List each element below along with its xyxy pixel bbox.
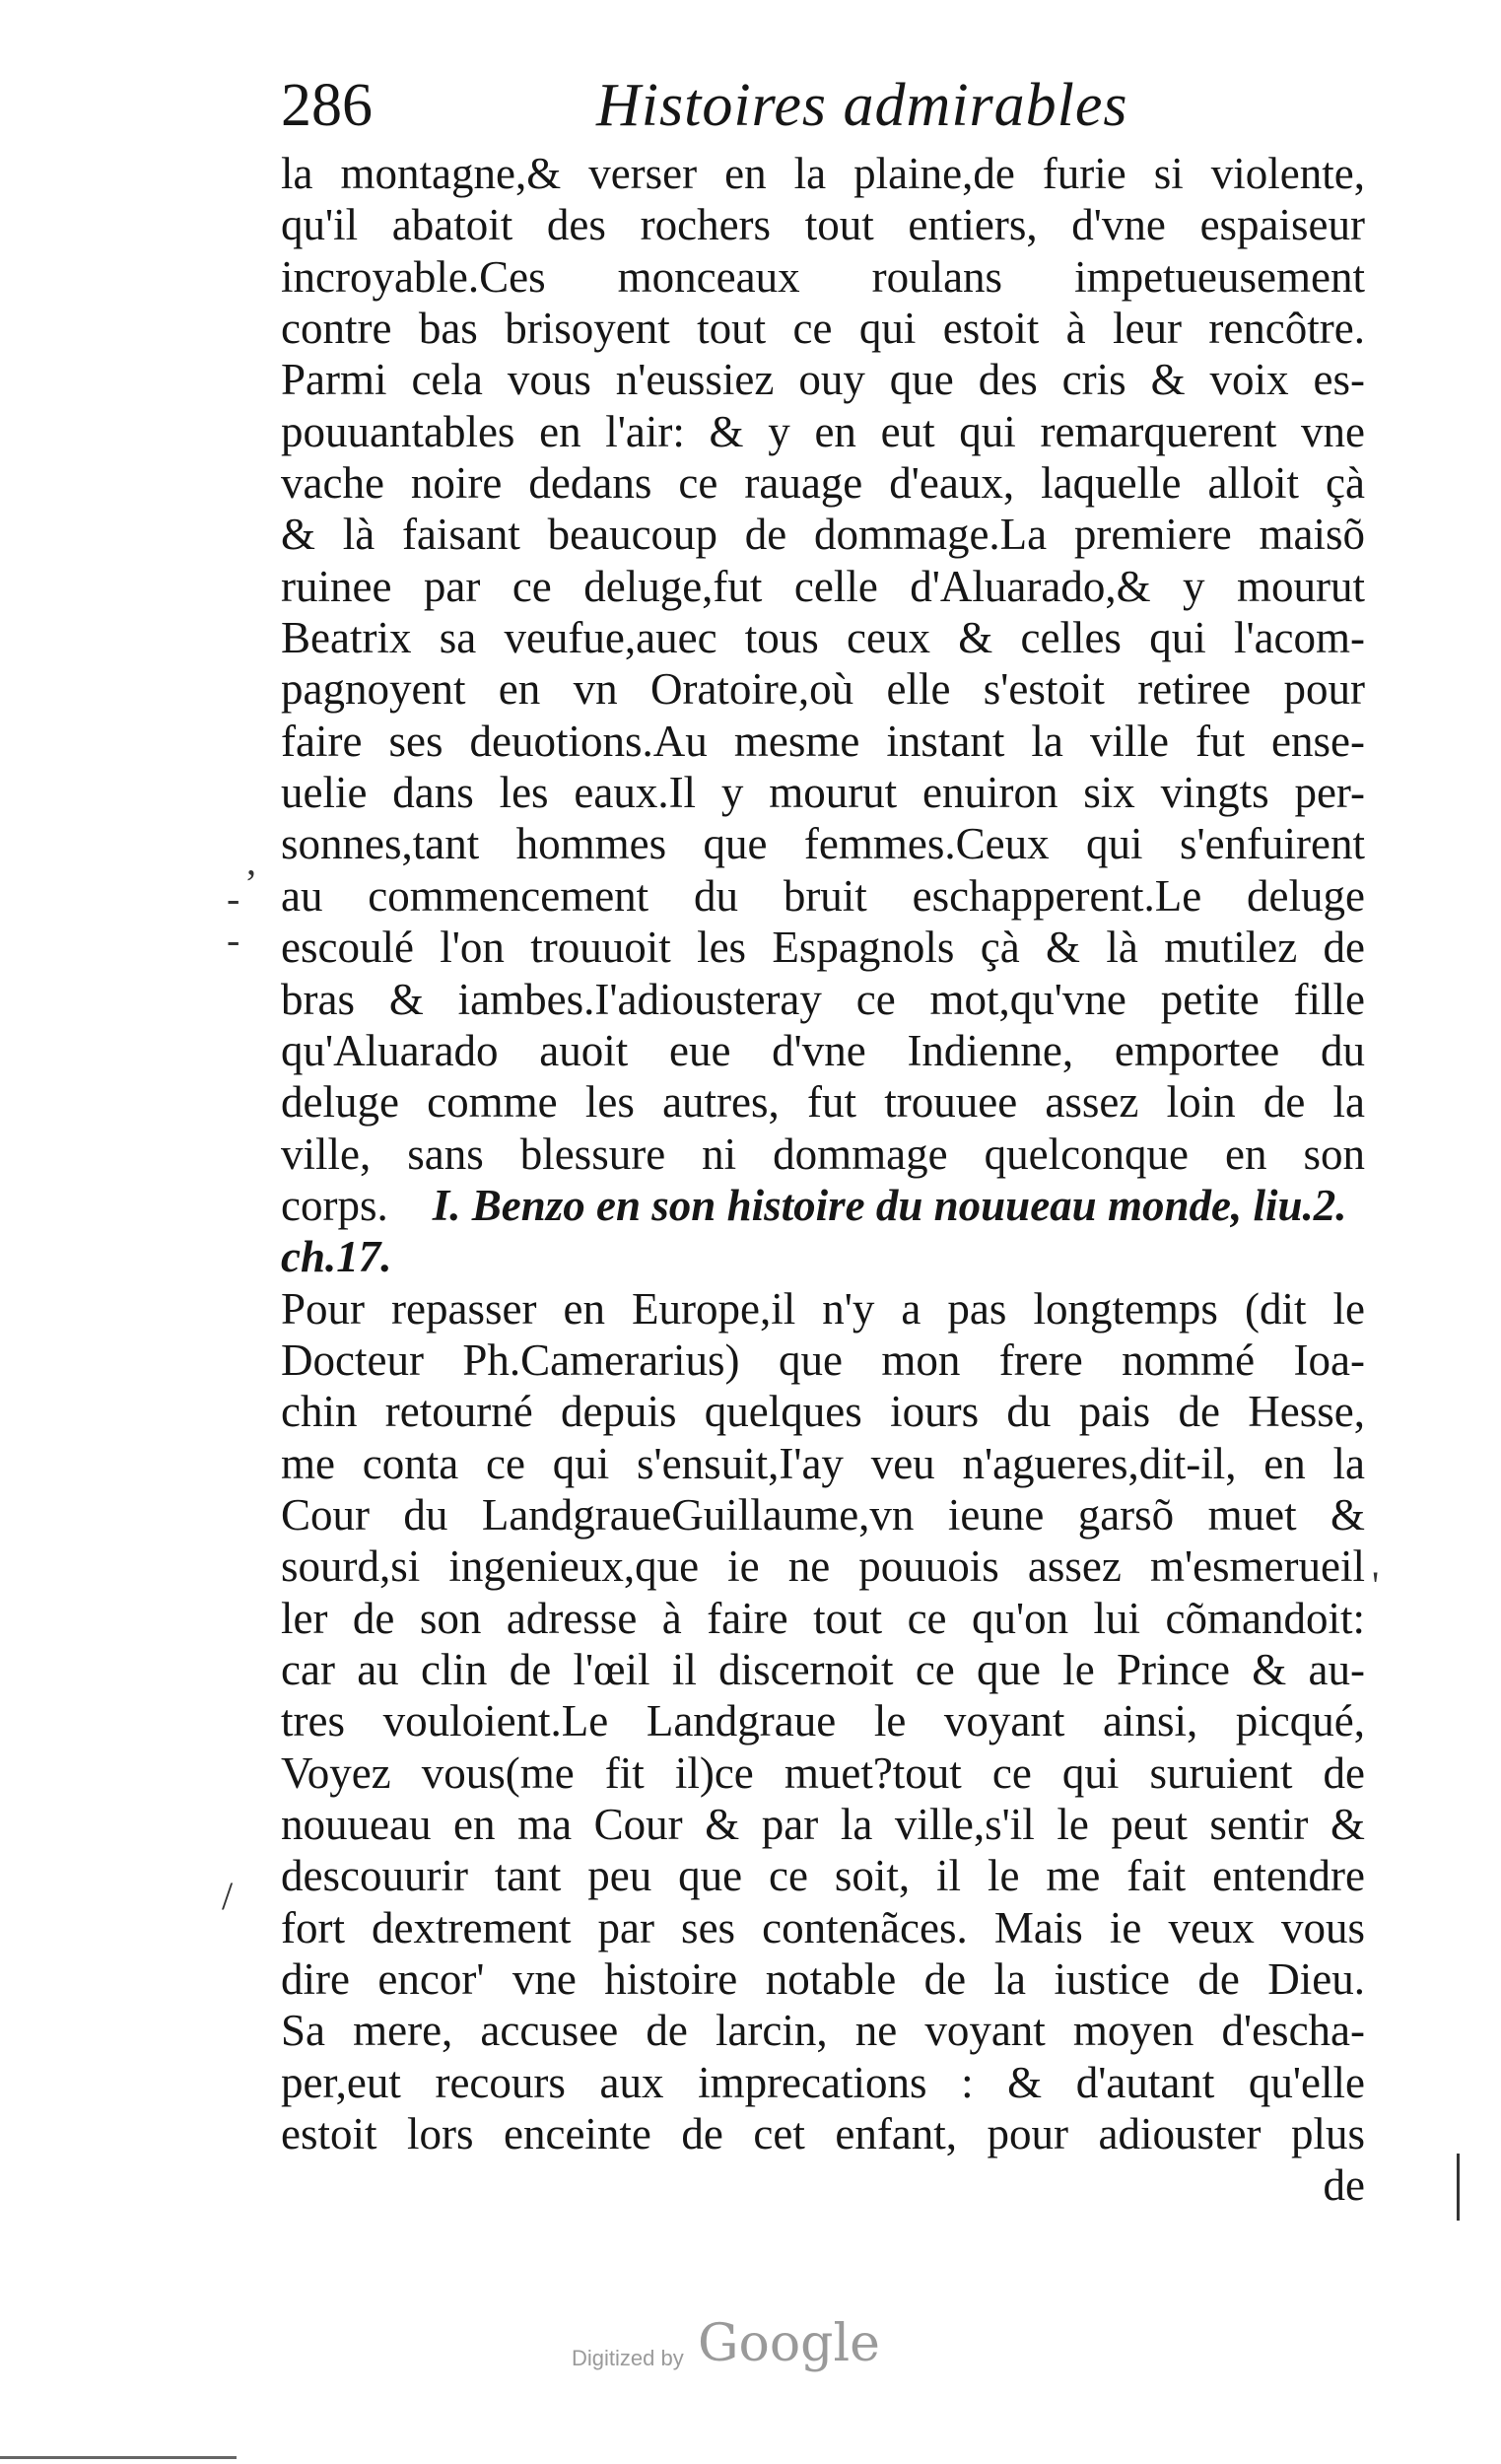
margin-mark: - (227, 876, 240, 921)
text-line: la montagne,& verser en la plaine,de furie si violente, (281, 149, 1365, 198)
text-line: estoit lors enceinte de cet enfant, pour adiouster plus (281, 2109, 1365, 2159)
text-line: deluge comme les autres, fut trouuee assez loin de la (281, 1077, 1365, 1128)
text-line: pagnoyent en vn Oratoire,où elle s'estoit retiree pour (281, 664, 1365, 715)
text-line: pouuantables en l'air: & y en eut qui remarquerent vne (281, 406, 1365, 456)
text-line: Sa mere, accusee de larcin, ne voyant moyen d'escha- (281, 2006, 1365, 2056)
text-line: chin retourné depuis quelques iours du pais de Hesse, (281, 1387, 1365, 1437)
text-line: sonnes,tant hommes que femmes.Ceux qui s'enfuirent (281, 819, 1365, 869)
text-line: Beatrix sa veufue,auec tous ceux & celles qui l'acom- (281, 613, 1365, 663)
digitized-label: Digitized by (572, 2346, 684, 2370)
text-line: bras & iambes.I'adiousteray ce mot,qu'vne petite fille (281, 974, 1365, 1024)
text-line: contre bas brisoyent tout ce qui estoit à leur rencôtre. (281, 304, 1365, 354)
text-line: & là faisant beaucoup de dommage.La premiere maisõ (281, 510, 1365, 560)
text-line: Cour du LandgraueGuillaume,vn ieune garsõ muet & (281, 1489, 1365, 1540)
text-line: ruinee par ce deluge,fut celle d'Aluarado,& y mourut (281, 561, 1365, 611)
page-number: 286 (281, 72, 373, 139)
text-line: uelie dans les eaux.Il y mourut enuiron six vingts per- (281, 768, 1365, 818)
text-line: tres vouloient.Le Landgraue le voyant ainsi, picqué, (281, 1696, 1365, 1746)
text-line: escoulé l'on trouuoit les Espagnols çà & là mutilez de (281, 923, 1365, 973)
text-fragment: corps. (281, 1180, 388, 1230)
text-line: ville, sans blessure ni dommage quelconque en son (281, 1129, 1365, 1179)
digitized-footer (572, 2314, 966, 2383)
text-line: au commencement du bruit eschapperent.Le deluge (281, 870, 1365, 921)
catchword: de (1323, 2160, 1365, 2211)
text-body (281, 148, 1365, 2212)
text-line: fort dextrement par ses contenãces. Mais ie veux vous (281, 1902, 1365, 1952)
text-line: Docteur Ph.Camerarius) que mon frere nommé Ioa- (281, 1335, 1365, 1385)
text-line: per,eut recours aux imprecations : & d'autant qu'elle (281, 2057, 1365, 2107)
running-title: Histoires admirables (596, 72, 1128, 139)
margin-mark: ' (1372, 1563, 1380, 1608)
margin-mark: - (227, 918, 240, 962)
margin-mark: / (222, 1874, 234, 1918)
citation: I. Benzo en son histoire du nouueau monde, liu.2. (432, 1180, 1347, 1230)
page-edge-line (0, 2456, 237, 2459)
text-line-with-citation (281, 1180, 1365, 1231)
margin-mark: , (246, 839, 256, 883)
text-line: dire encor' vne histoire notable de la iustice de Dieu. (281, 1954, 1365, 2005)
paragraph-first-line: Pour repasser en Europe,il n'y a pas longtemps (dit le (281, 1283, 1365, 1334)
text-line: Parmi cela vous n'eussiez ouy que des cris & voix es- (281, 355, 1365, 405)
text-line: incroyable.Ces monceaux roulans impetueusement (281, 251, 1365, 302)
text-line: descouurir tant peu que ce soit, il le me fait entendre (281, 1851, 1365, 1901)
citation-chapter: ch.17. (281, 1232, 392, 1282)
text-line: sourd,si ingenieux,que ie ne pouuois assez m'esmerueil (281, 1541, 1365, 1592)
text-line: qu'Aluarado auoit eue d'vne Indienne, emportee du (281, 1025, 1365, 1075)
margin-rule (1457, 2154, 1460, 2221)
text-line: vache noire dedans ce rauage d'eaux, laquelle alloit çà (281, 458, 1365, 509)
text-line: car au clin de l'œil il discernoit ce que le Prince & au- (281, 1644, 1365, 1694)
text-line: qu'il abatoit des rochers tout entiers, d'vne espaiseur (281, 200, 1365, 250)
text-line: ler de son adresse à faire tout ce qu'on lui cõmandoit: (281, 1593, 1365, 1643)
text-line: faire ses deuotions.Au mesme instant la ville fut ense- (281, 716, 1365, 766)
text-line: nouueau en ma Cour & par la ville,s'il le peut sentir & (281, 1800, 1365, 1849)
text-line: me conta ce qui s'ensuit,I'ay veu n'agueres,dit-il, en la (281, 1438, 1365, 1488)
google-logo: Google (698, 2314, 880, 2373)
text-line: Voyez vous(me fit il)ce muet?tout ce qui suruient de (281, 1747, 1365, 1798)
